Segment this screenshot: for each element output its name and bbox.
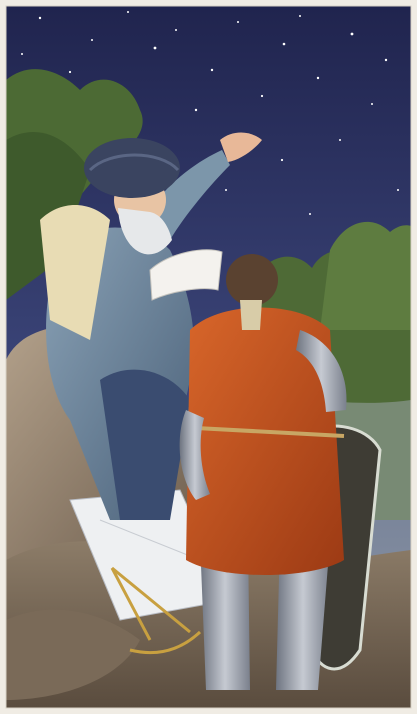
star — [309, 213, 311, 215]
star — [21, 53, 23, 55]
star — [351, 33, 354, 36]
knight-collar — [240, 300, 262, 330]
star — [385, 59, 387, 61]
astrologer-turban — [84, 138, 180, 198]
star — [154, 47, 157, 50]
star — [397, 189, 399, 191]
star — [261, 95, 263, 97]
star — [281, 159, 283, 161]
knight-head — [226, 254, 278, 306]
star — [195, 109, 197, 111]
star — [225, 189, 227, 191]
star — [127, 11, 129, 13]
star — [317, 77, 319, 79]
star — [91, 39, 93, 41]
star — [175, 29, 177, 31]
star — [371, 103, 373, 105]
star — [39, 17, 41, 19]
star — [299, 15, 301, 17]
star — [211, 69, 213, 71]
star — [283, 43, 286, 46]
star — [339, 139, 341, 141]
star — [69, 71, 71, 73]
star — [237, 21, 239, 23]
